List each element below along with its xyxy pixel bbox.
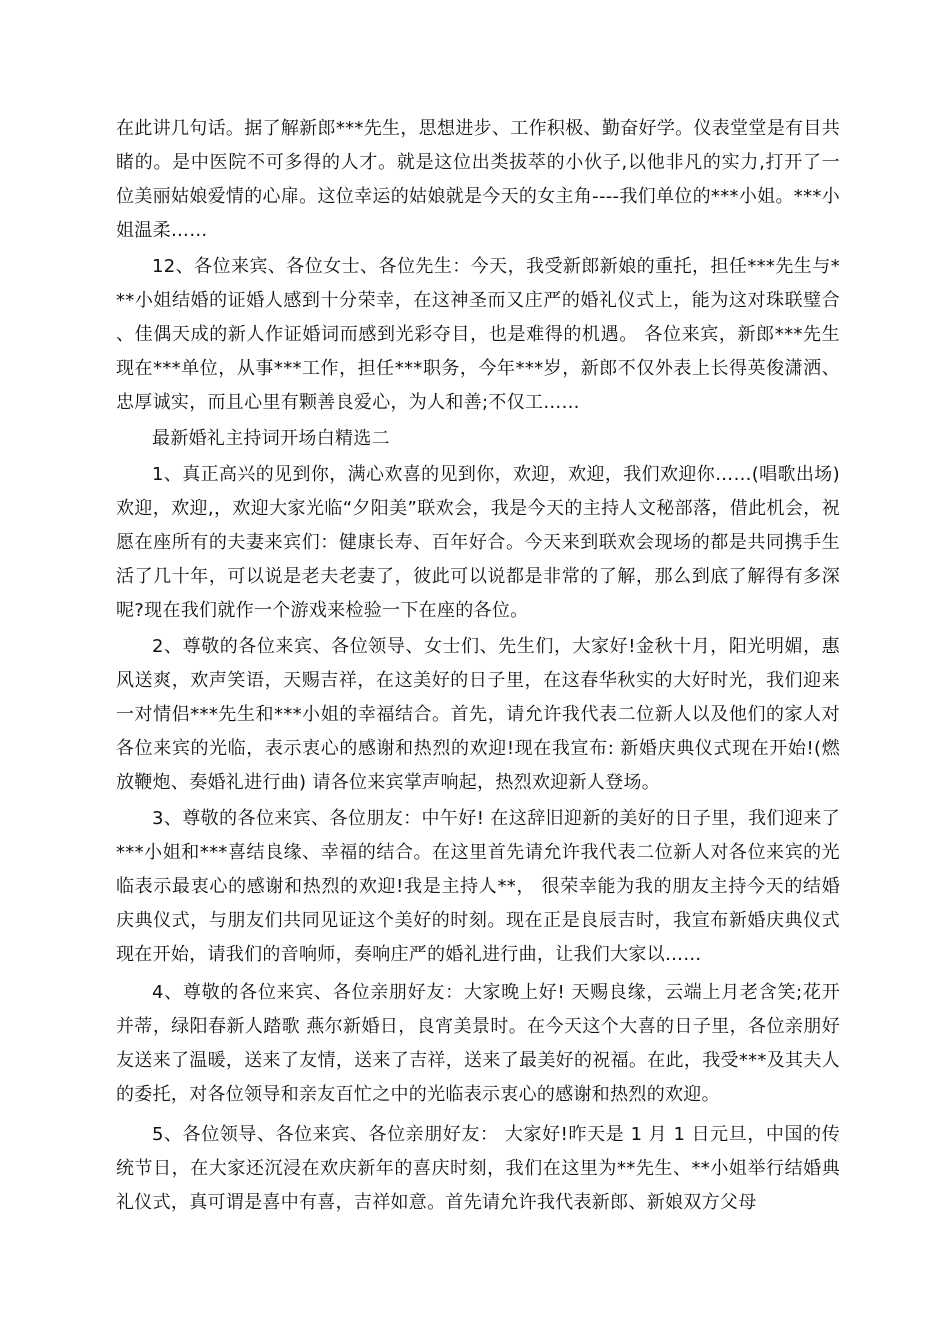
- paragraph-item-4: 4、尊敬的各位来宾、各位亲朋好友：大家晚上好! 天赐良缘，云端上月老含笑;花开并蒂，绿阳春新人踏歌 燕尔新婚日，良宵美景时。在今天这个大喜的日子里，各位亲朋好友送来了温暖，送来了友情，送来了吉祥，送来了最美好的祝福。在此，我受***及其夫人的委托，对各位领导和亲友百忙之中的光临表示衷心的感谢和热烈的欢迎。: [116, 982, 840, 1105]
- paragraph-continued-intro: 在此讲几句话。据了解新郎***先生，思想进步、工作积极、勤奋好学。仪表堂堂是有目共睹的。是中医院不可多得的人才。就是这位出类拔萃的小伙子,以他非凡的实力,打开了一位美丽姑娘爱情的心扉。这位幸运的姑娘就是今天的女主角----我们单位的***小姐。***小姐温柔……: [116, 118, 840, 241]
- paragraph-item-1: 1、真正高兴的见到你，满心欢喜的见到你，欢迎，欢迎，我们欢迎你……(唱歌出场) 欢迎，欢迎,，欢迎大家光临“夕阳美”联欢会，我是今天的主持人文秘部落，借此机会，祝愿在座所有的夫妻来宾们：健康长寿、百年好合。今天来到联欢会现场的都是共同携手生活了几十年，可以说是老夫老妻了，彼此可以说都是非常的了解，那么到底了解得有多深呢?现在我们就作一个游戏来检验一下在座的各位。: [116, 464, 840, 621]
- paragraph-item-3: 3、尊敬的各位来宾、各位朋友：中午好! 在这辞旧迎新的美好的日子里，我们迎来了***小姐和***喜结良缘、幸福的结合。在这里首先请允许我代表二位新人对各位来宾的光临表示最衷心的感谢和热烈的欢迎!我是主持人**， 很荣幸能为我的朋友主持今天的结婚庆典仪式，与朋友们共同见证这个美好的时刻。现在正是良辰吉时，我宣布新婚庆典仪式现在开始，请我们的音响师，奏响庄严的婚礼进行曲，让我们大家以……: [116, 808, 840, 965]
- paragraph-item-5: 5、各位领导、各位来宾、各位亲朋好友： 大家好!昨天是 1 月 1 日元旦，中国的传统节日，在大家还沉浸在欢庆新年的喜庆时刻，我们在这里为**先生、**小姐举行结婚典礼仪式，真可谓是喜中有喜，吉祥如意。首先请允许我代表新郎、新娘双方父母: [116, 1124, 840, 1213]
- paragraph-item-12: 12、各位来宾、各位女士、各位先生：今天，我受新郎新娘的重托，担任***先生与***小姐结婚的证婚人感到十分荣幸，在这神圣而又庄严的婚礼仪式上，能为这对珠联璧合、佳偶天成的新人作证婚词而感到光彩夺目，也是难得的机遇。 各位来宾，新郎***先生现在***单位，从事***工作，担任***职务，今年***岁，新郎不仅外表上长得英俊潇洒、忠厚诚实，而且心里有颗善良爱心，为人和善;不仅工……: [116, 256, 840, 413]
- paragraph-item-2: 2、尊敬的各位来宾、各位领导、女士们、先生们，大家好!金秋十月，阳光明媚，惠风送爽，欢声笑语，天赐吉祥，在这美好的日子里，在这春华秋实的大好时光，我们迎来一对情侣***先生和***小姐的幸福结合。首先，请允许我代表二位新人以及他们的家人对各位来宾的光临，表示衷心的感谢和热烈的欢迎!现在我宣布: 新婚庆典仪式现在开始!(燃放鞭炮、奏婚礼进行曲) 请各位来宾掌声响起，热烈欢迎新人登场。: [116, 636, 840, 793]
- section-heading: 最新婚礼主持词开场白精选二: [152, 428, 390, 449]
